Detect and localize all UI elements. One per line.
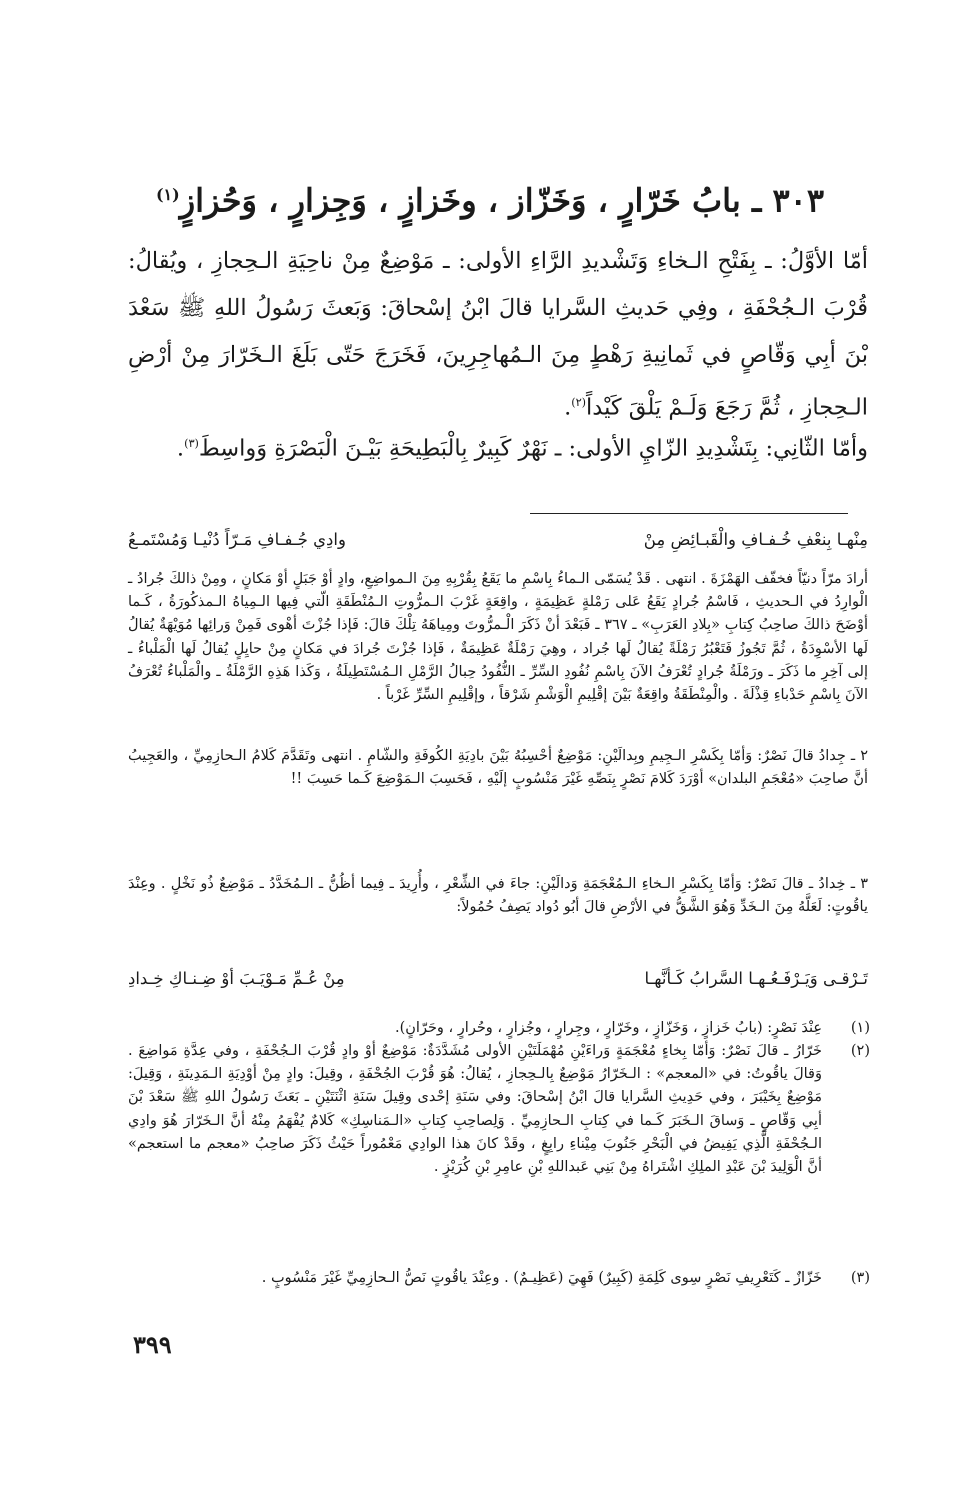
page-number: ٣٩٩ [133,1330,172,1359]
verse-line-first [128,526,868,554]
verse-first-hemistich: تَـرْقـى وَيَـرْفَـعُـهـا السَّرابُ كَـأنَّهـا [644,969,868,988]
paragraph-second-footnote-ref: (٣) [184,437,199,450]
footnote-text: عِنْدَ نَصْرٍ: (بابُ خَزازٍ ، وَخَزّازٍ ، وخَرّارٍ ، وجِرارٍ ، وجُزارٍ ، وحُرارٍ ، وحَرّانٍ). [395,1020,822,1036]
note-khidad: ٣ ـ خِدادُ ـ قالَ نَصْرٌ: وَأمّا بِكَسْرِ الـخاءِ الـمُعْجَمَةِ وَدالَيْنِ: جاءَ في الشِّعْرِ ، وأُرِيدَ ـ فِيما أظُنُّ ـ الـمُخَدَّدُ ـ مَوْضِعٌ ذُو نَخْلٍ . وعِنْدَ ياقُوتٍ: لَعَلَّهُ مِنَ الـخَدِّ وَهُوَ الشَّقُّ في الأرْضِ قالَ أبُو دُواد يَصِفُ حُمُولاً: [128,876,868,916]
footnote-1 [128,1017,870,1040]
note-jidad: ٢ ـ جِدادُ قالَ نَصْرٌ: وَأمّا بِكَسْرِ الـجِيمِ وبِدالَيْنِ: مَوْضِعٌ أحْسِبُهُ بَيْنَ بادِيَةِ الكُوفَةِ والشّامِ . انتهى وتَقَدَّمَ كَلامُ الـحازِمِيِّ ، والعَجِيبُ أنَّ صاحِبَ «مُعْجَمِ البلدان» أوْرَدَ كَلامَ نَصْرٍ بِنَصِّهِ غَيْرَ مَنْسُوبٍ إلَيْهِ ، فَحَسِبَ الـمَوْضِعَ كَـما حَسِبَ !! [128,748,868,788]
paragraph-first-text: أمّا الأوَّلُ: ـ بِفَتْحِ الـخاءِ وَتَشْديدِ الرَّاءِ الأولى: ـ مَوْضِعٌ مِنْ ناحِيَةِ الـحِجازِ ، ويُقالُ: قُرْبَ الـجُحْفَةِ ، وفِي حَديثِ السَّرايا قالَ ابْنُ إسْحاقَ: وَبَعثَ رَسُولُ اللهِ ﷺ سَعْدَ بْنَ أبِي وَقّاصٍ في ثَمانِيةِ رَهْطٍ مِنَ الـمُهاجِرِينَ، فَخَرَجَ حَتّى بَلَغَ الـخَرّارَ مِنْ أرْضِ الـحِجازِ ، ثُمَّ رَجَعَ وَلَـمْ يَلْقَ كَيْداً [128,248,868,421]
section-title-text: ٣٠٣ ـ بابُ خَرّارٍ ، وَخَزّاز ، وخَزازٍ ، وَجِزارٍ ، وَحُزازٍ [179,181,825,220]
paragraph-second-end: . [176,435,185,462]
footnote-number: (٢) [850,1043,870,1059]
footnote-2 [128,1040,870,1179]
verse-line-second [128,965,868,993]
footnote-number: (١) [850,1020,870,1036]
paragraph-second-text: وأمّا الثّانِي: بِتَشْدِيدِ الزّايِ الأولى: ـ نَهْرٌ كَبِيرٌ بِالْبَطِيحَةِ بَيْـنَ الْبَصْرَةِ وَواسِطَ [198,435,868,462]
paragraph-first-end: . [564,394,572,421]
title-footnote-ref: (١) [155,185,180,204]
verse-second-hemistich: مِنْ عُـمِّ مَـوْيَـبَ أوْ ضِـنـاكِ خِـدادِ [128,969,345,988]
paragraph-first-footnote-ref: (٢) [571,396,587,409]
section-title [150,172,830,224]
body-paragraph-first [128,238,868,432]
footnote-3 [128,1267,870,1290]
note-continuation: أرادَ مرّاً دنيّاً فخفّف الهَمْزَةَ . انتهى . قَدْ يُسَمّى الـماءُ بِاسْمِ ما يَقَعُ بِقُرْبِهِ مِنَ الـمواضِعِ، وادٍ أوْ جَبَلٍ أوْ مَكانٍ ، ومِنْ ذالكَ جُرادُ ـ الْوارِدُ في الـحديثِ ، فَاسْمُ جُرادٍ يَقَعُ عَلى رَمْلةٍ عَظِيمَةٍ ، واقِعَةٍ غَرْبَ الـمرُّوتِ الـمُنْطَقَةِ الّتي فِيها الـمِياهُ الـمذكُورَةُ ، كَـما أوْضَحَ ذالكَ صاحِبُ كِتابِ «بِلادِ العَرَبِ» ـ ٣٦٧ ـ فَبَعْدَ أنْ ذَكَرَ الْـمرُّوتَ ومِياهَهُ تِلْكَ قالَ: فَإذا جُزْتَ أهْوى فَمِنْ وَرائِها مُوَيْهَةٌ يُقالُ لَها الأسْوِدَةُ ، ثُمَّ تَجُوزُ فَتَعْبُرُ رَمْلَةً يُقالُ لَها جُراد ، وهِيَ رَمْلَةٌ عَظِيمَةٌ ، فَإذا جُزْتَ جُرادَ في مَكانٍ مِنْ حايِلٍ يُقالُ لَها الْمَلْباءُ ـ إلى آخِرِ ما ذَكَرَ ـ ورَمْلَةُ جُرادٍ تُعْرَفُ الآنَ بِاسْمِ نُفُودِ السِّرِّ ـ النُّفُودُ حِبالُ الرَّمْلِ الـمُسْتَطِيلَةُ ، وَكَذا هَذِهِ الرَّمْلَةُ ـ والْمَلْباءُ تُعْرَفُ الآنَ بِاسْمِ حَدْباءِ قِذْلَةَ . والْمِنْطَقَةُ واقِعَةٌ بَيْنَ إقْلِيمِ الْوَشْمِ شَرْقاً ، وإقْلِيمِ السِّرِّ غَرْباً . [128,571,868,704]
footnote-divider [530,513,848,514]
body-paragraph-second [128,420,868,473]
verse-second-hemistich: وادِي جُـفـافِ مَـرّاً دُنْيـا وَمُسْتَمـعُ [128,530,346,549]
footnote-text: خَرّارُ ـ قالَ نَصْرٌ: وَأمّا بِخاءٍ مُعْجَمَةٍ وَراءَيْنِ مُهْمَلَتَيْنِ الأولى مُشَدَّدَةٌ: مَوْضِعٌ أوْ وادٍ قُرْبَ الـجُحْفَةِ ، وفي عِدَّةِ مَواضِعَ . وَقالَ ياقُوتُ: في «المعجم» : الـخَرّارُ مَوْضِعٌ بِالـحِجازِ ، يُقالُ: هُوَ قُرْبَ الجُحْفَةِ ، وقِيلَ: وادٍ مِنْ أوْدِيَةِ الـمَدِينَةِ ، وَقِيلَ: مَوْضِعٌ بِخَيْبَرَ ، وفي حَدِيثِ السَّرايا قالَ ابْنُ إسْحاقَ: وفي سَنَةِ إحْدى وقِيلَ سَنَةِ اثْنَتَيْنِ ـ بَعَثَ رَسُولُ اللهِ ﷺ سَعْدَ بْنَ أبِي وَقّاصٍ ـ وَساقَ الـخَبَرَ كَـما في كِتابِ الـحازِمِيِّ . وَلِصاحِبِ كِتابِ «الـمَناسِكِ» كَلامٌ يُفْهَمُ مِنْهُ أنَّ الـخَرّارَ هُوَ وادِي الـجُحْفَةِ الَّذِي يَفِيضُ في الْبَحْرِ جَنُوبَ مِيْناءِ رابِغٍ ، وقَدْ كانَ هذا الوادِي مَعْمُوراً حَيْثُ ذَكَرَ صاحِبُ «معجم ما استعجم» أنَّ الْوَلِيدَ بْنَ عَبْدِ الملِكِ اشْتَراهُ مِنْ بَنِي عَبداللهِ بْنِ عامِرِ بْنِ كُرَيْزٍ . [128,1043,822,1176]
verse-first-hemistich: مِنْهـا بِنعْفِ خُـفـافِ والْقَبـائِضِ مِنْ [643,530,868,549]
footnote-text: خَزّازٌ ـ كَتَعْرِيفِ نَصْرٍ سِوى كَلِمَةِ (كَبِيرٌ) فَهِيَ (عَظِيـمٌ) . وعِنْدَ ياقُوتٍ نَصُّ الـحازِمِيِّ غَيْرَ مَنْسُوبٍ . [261,1270,822,1286]
footnote-number: (٣) [850,1270,870,1286]
